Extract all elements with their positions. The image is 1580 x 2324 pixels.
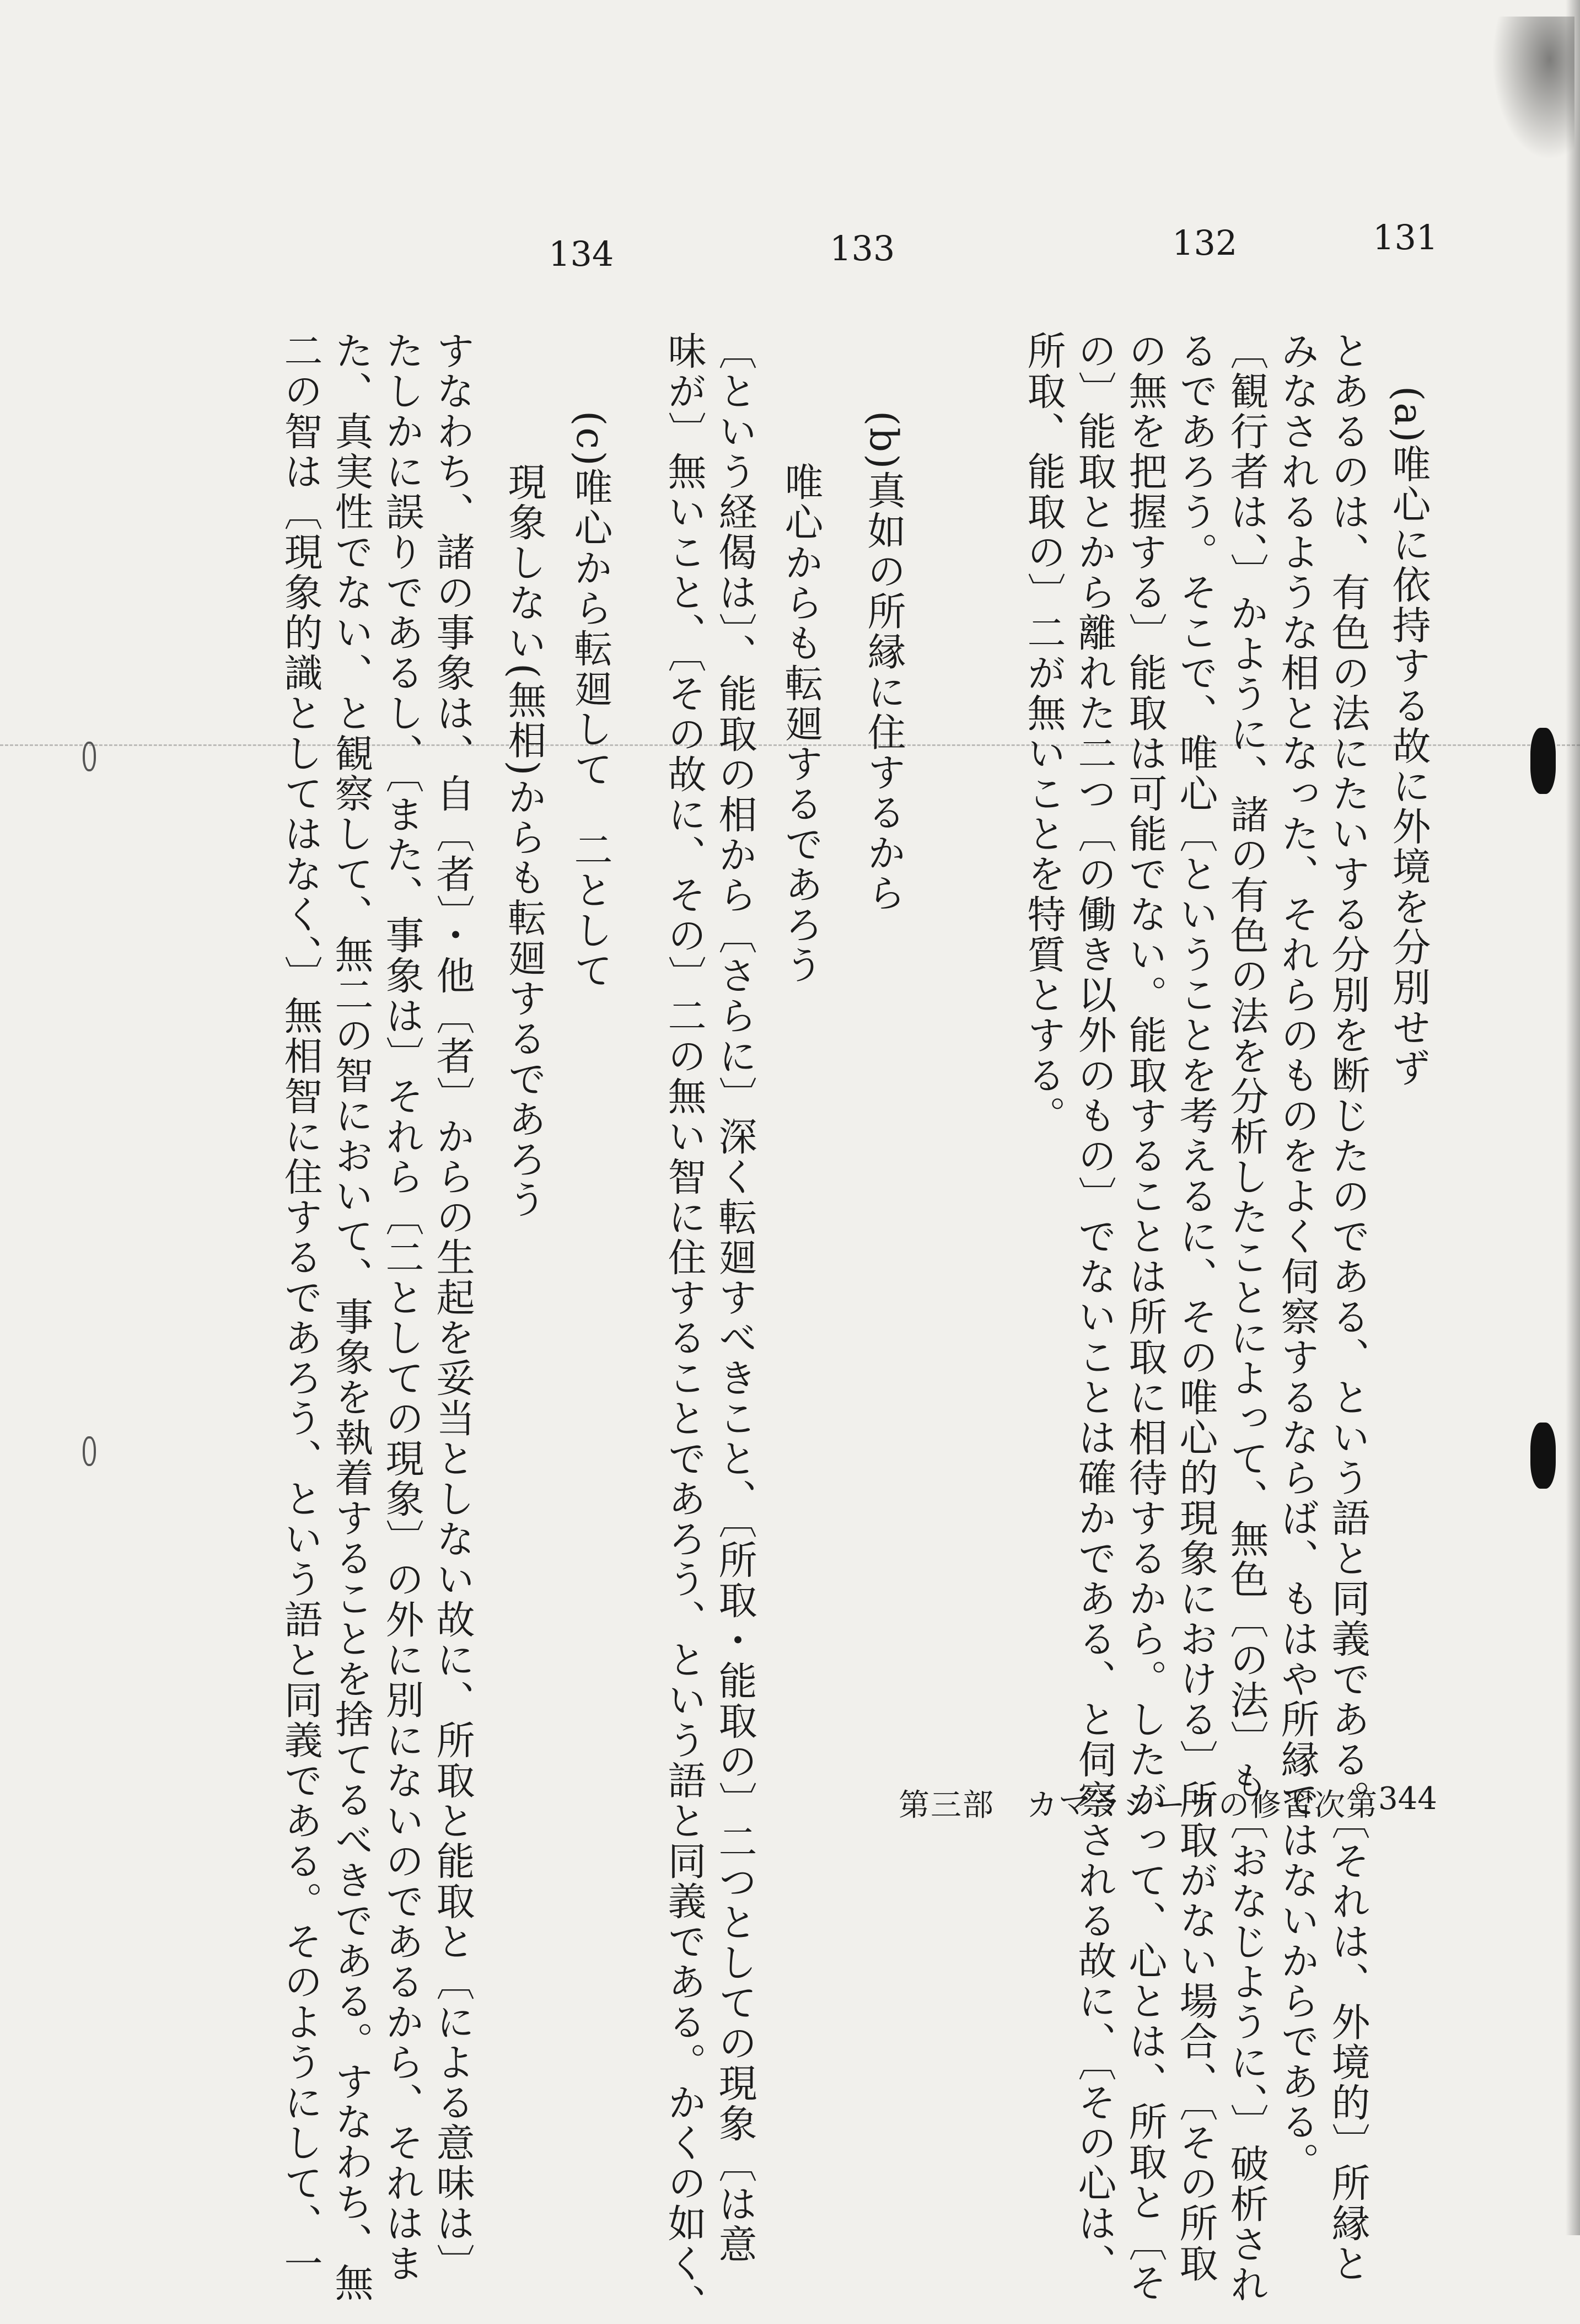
section-number: 132 <box>1172 223 1238 263</box>
text-column: た、真実性でない、と観察して、無二の智において、事象を執着することを捨てるべきである。すなわち、無 <box>329 331 374 2303</box>
verse-line: (b)真如の所縁に住するから <box>861 411 906 914</box>
punch-hole-upper <box>1530 728 1556 794</box>
text-column: 所取、能取の〕二が無いことを特質とする。 <box>1021 331 1066 1136</box>
text-column: 〔観行者は、〕かように、諸の有色の法を分析したことによって、無色〔の法〕も〔おなじように、〕破析され <box>1224 331 1269 2305</box>
scan-edge-shadow <box>1566 0 1580 2235</box>
section-number: 131 <box>1373 217 1438 257</box>
text-column: るであろう。そこで、唯心〔ということを考えるに、その唯心的現象における〕所取がない場合、〔その所取 <box>1173 331 1218 2284</box>
text-column: の無を把握する〕能取は可能でない。能取することは所取に相待するから。したがって、心とは、所取と〔そ <box>1122 331 1168 2303</box>
text-column: たしかに誤りであるし、〔また、事象は〕それら〔二としての現象〕の外に別にないのであるから、それはま <box>379 331 424 2284</box>
scan-corner-shadow <box>1492 17 1574 160</box>
text-column: 〔という経偈は〕、能取の相から〔さらに〕深く転廻すべきこと、〔所取・能取の〕二つとしての現象〔は意 <box>712 331 757 2264</box>
text-column: とあるのは、有色の法にたいする分別を断じたのである、という語と同義である。〔それは、外境的〕所縁と <box>1325 331 1371 2284</box>
punch-hole-lower <box>1530 1423 1556 1489</box>
binding-mark-upper <box>83 742 96 771</box>
text-column: の〕能取とから離れた二つ〔の働き以外のもの〕でないことは確かである、と伺察される故に、〔その心は、 <box>1072 331 1117 2284</box>
text-column: 味が〕無いこと、〔その故に、その〕二の無い智に住することであろう、という語と同義である。かくの如く、 <box>662 331 707 2324</box>
binding-mark-lower <box>83 1436 96 1466</box>
verse-line: 唯心からも転廻するであろう <box>778 462 824 985</box>
text-column: すなわち、諸の事象は、自〔者〕・他〔者〕からの生起を妥当としない故に、所取と能取と〔による意味は〕 <box>430 331 475 2284</box>
running-footer-title: 第三部 カマラシーラの修習次第 <box>899 1788 1378 1823</box>
text-column: 二の智は〔現象的識としてはなく、〕無相智に住するであろう、という語と同義である。そのようにして、一 <box>278 331 323 2284</box>
section-number: 134 <box>549 234 614 274</box>
verse-line: (a)唯心に依持する故に外境を分別せず <box>1386 386 1431 1088</box>
verse-line: (c)唯心から転廻して 二として <box>568 411 613 991</box>
verse-line: 現象しない(無相)からも転廻するであろう <box>502 462 547 1220</box>
page-number: 344 <box>1378 1781 1437 1817</box>
section-number: 133 <box>830 228 895 269</box>
text-column: みなされるような相となった、それらのものをよく伺察するならば、もはや所縁ではないからである。 <box>1275 331 1320 2182</box>
